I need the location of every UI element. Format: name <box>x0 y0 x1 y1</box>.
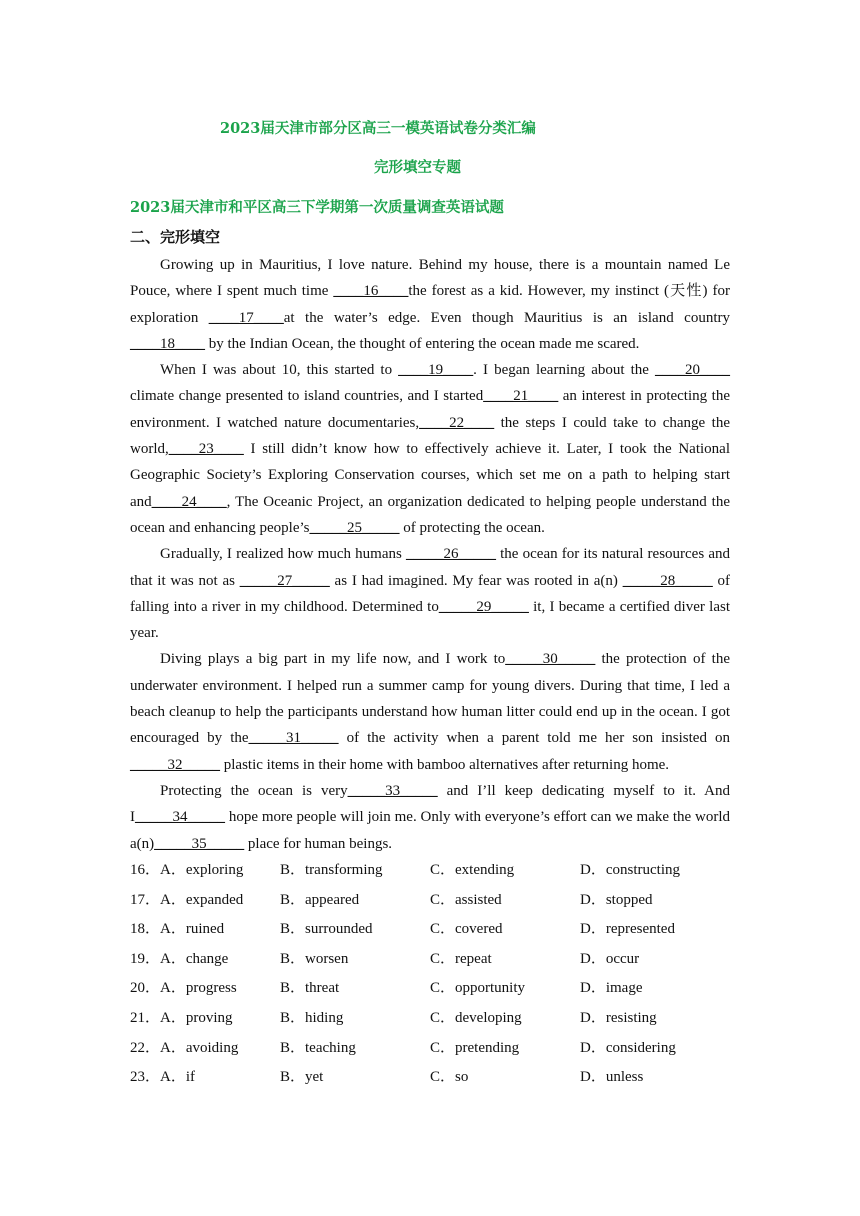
option-b: B．yet <box>280 1069 324 1086</box>
option-d: D．resisting <box>580 1009 657 1026</box>
blank-26: _____26_____ <box>405 546 496 563</box>
blank-33: _____33_____ <box>347 782 438 799</box>
blank-22: ____22____ <box>419 414 495 431</box>
blank-16: ____16____ <box>333 283 409 300</box>
option-b: B．hiding <box>280 1009 344 1026</box>
option-d: D．constructing <box>580 862 680 878</box>
blank-25: _____25_____ <box>309 519 400 536</box>
paragraph-2 <box>130 357 730 541</box>
blank-18: ____18____ <box>130 335 205 352</box>
blank-24: ____24____ <box>151 493 227 510</box>
option-a: 23．A．if <box>130 1069 195 1086</box>
option-b: B．threat <box>280 980 340 997</box>
blank-21: ____21____ <box>483 388 559 405</box>
blank-31: _____31_____ <box>248 730 339 747</box>
passage-text: Gradually, I realized how much humans <box>160 546 406 563</box>
passage-text: of falling into a river in my childhood. Determined to <box>130 572 730 615</box>
passage-text: hope more people will join me. Only with everyone’s effort can we make the world a(n) <box>130 809 730 852</box>
passage-text: climate change presented to island countries, and I started <box>130 388 484 405</box>
passage-text: place for human beings. <box>244 835 393 852</box>
paragraph-3 <box>130 541 730 646</box>
passage-text: the ocean for its natural resources and that it was not as <box>130 546 730 589</box>
paragraph-1 <box>130 252 730 357</box>
passage-text: of protecting the ocean. <box>399 519 545 536</box>
option-c: C．opportunity <box>430 980 526 997</box>
option-b: B．surrounded <box>280 921 373 938</box>
passage-text: the steps I could take to change the world, <box>130 414 730 458</box>
passage-text: the forest as a kid. However, my instinct (天性) for exploration <box>130 283 730 326</box>
passage-text: by the Indian Ocean, the thought of entering the ocean made me scared. <box>205 335 640 352</box>
blank-20: ____20____ <box>655 362 730 379</box>
passage-text: the protection of the underwater environment. I helped run a summer camp for young divers. During that time, I led a beach cleanup to help the participants understand how human litter could end up in the ocean. I got encouraged by the <box>130 651 730 747</box>
passage-text: When I was about 10, this started to <box>160 362 399 379</box>
blank-27: _____27_____ <box>239 572 330 589</box>
section-heading: 二、完形填空 <box>130 228 221 246</box>
paragraph-4 <box>130 646 730 777</box>
option-b: B．worsen <box>280 950 349 967</box>
blank-17: ____17____ <box>208 309 284 326</box>
option-a: 22．A．avoiding <box>130 1039 239 1056</box>
option-a: 20．A．progress <box>130 980 237 997</box>
option-d: D．image <box>580 980 643 997</box>
passage-text: Diving plays a big part in my life now, and I work to <box>160 651 506 668</box>
passage-text: of the activity when a parent told me her son insisted on <box>338 730 730 747</box>
passage-text: Growing up in Mauritius, I love nature. Behind my house, there is a mountain named Le Pouce, where I spent much time <box>130 257 730 300</box>
option-c: C．repeat <box>430 950 492 967</box>
option-c: C．developing <box>430 1009 522 1026</box>
option-b: B．teaching <box>280 1039 356 1056</box>
passage-text: as I had imagined. My fear was rooted in a(n) <box>329 572 623 589</box>
option-c: C．assisted <box>430 891 502 908</box>
option-d: D．considering <box>580 1039 676 1056</box>
option-d: D．unless <box>580 1069 644 1086</box>
option-a: 16．A．exploring <box>130 862 244 878</box>
passage-text: Protecting the ocean is very <box>160 782 348 799</box>
option-d: D．occur <box>580 950 640 967</box>
blank-30: _____30_____ <box>505 651 596 668</box>
option-a: 21．A．proving <box>130 1009 233 1026</box>
passage-text: it, I became a certified diver last year. <box>130 598 731 642</box>
option-c: C．extending <box>430 862 515 878</box>
document-subtitle: 完形填空专题 <box>374 159 461 176</box>
paragraph-5 <box>130 778 730 857</box>
option-b: B．transforming <box>280 862 383 878</box>
option-c: C．pretending <box>430 1039 520 1056</box>
passage-text: at the water’s edge. Even though Mauritius is an island country <box>283 309 730 326</box>
passage-text: and I’ll keep dedicating myself to it. And I <box>130 782 730 826</box>
option-c: C．covered <box>430 921 503 938</box>
passage-text: I still didn’t know how to effectively achieve it. Later, I took the National Geographic Society’s Exploring Conservation courses, which set me on a path to helping start and <box>130 441 730 510</box>
option-d: D．represented <box>580 921 675 938</box>
option-c: C．so <box>430 1069 469 1086</box>
passage-text: plastic items in their home with bamboo alternatives after returning home. <box>220 756 670 773</box>
blank-34: _____34_____ <box>135 809 225 826</box>
option-b: B．appeared <box>280 891 360 908</box>
document-title: 2023届天津市部分区高三一模英语试卷分类汇编 <box>220 120 536 137</box>
blank-23: ____23____ <box>168 441 244 458</box>
paper-title: 2023届天津市和平区高三下学期第一次质量调查英语试题 <box>130 199 504 216</box>
option-a: 18．A．ruined <box>130 921 225 938</box>
option-a: 19．A．change <box>130 950 229 967</box>
blank-28: _____28_____ <box>622 572 713 589</box>
cloze-passage <box>130 252 730 857</box>
blank-19: ____19____ <box>398 362 474 379</box>
passage-text: . I began learning about the <box>473 362 655 379</box>
option-a: 17．A．expanded <box>130 891 244 908</box>
option-d: D．stopped <box>580 891 653 908</box>
passage-text: an interest in protecting the environment. I watched nature documentaries, <box>130 388 730 431</box>
passage-text: , The Oceanic Project, an organization dedicated to helping people understand the ocean and enhancing people’s <box>130 493 730 536</box>
blank-35: _____35_____ <box>154 835 245 852</box>
blank-32: _____32_____ <box>130 756 220 773</box>
blank-29: _____29_____ <box>438 598 529 615</box>
